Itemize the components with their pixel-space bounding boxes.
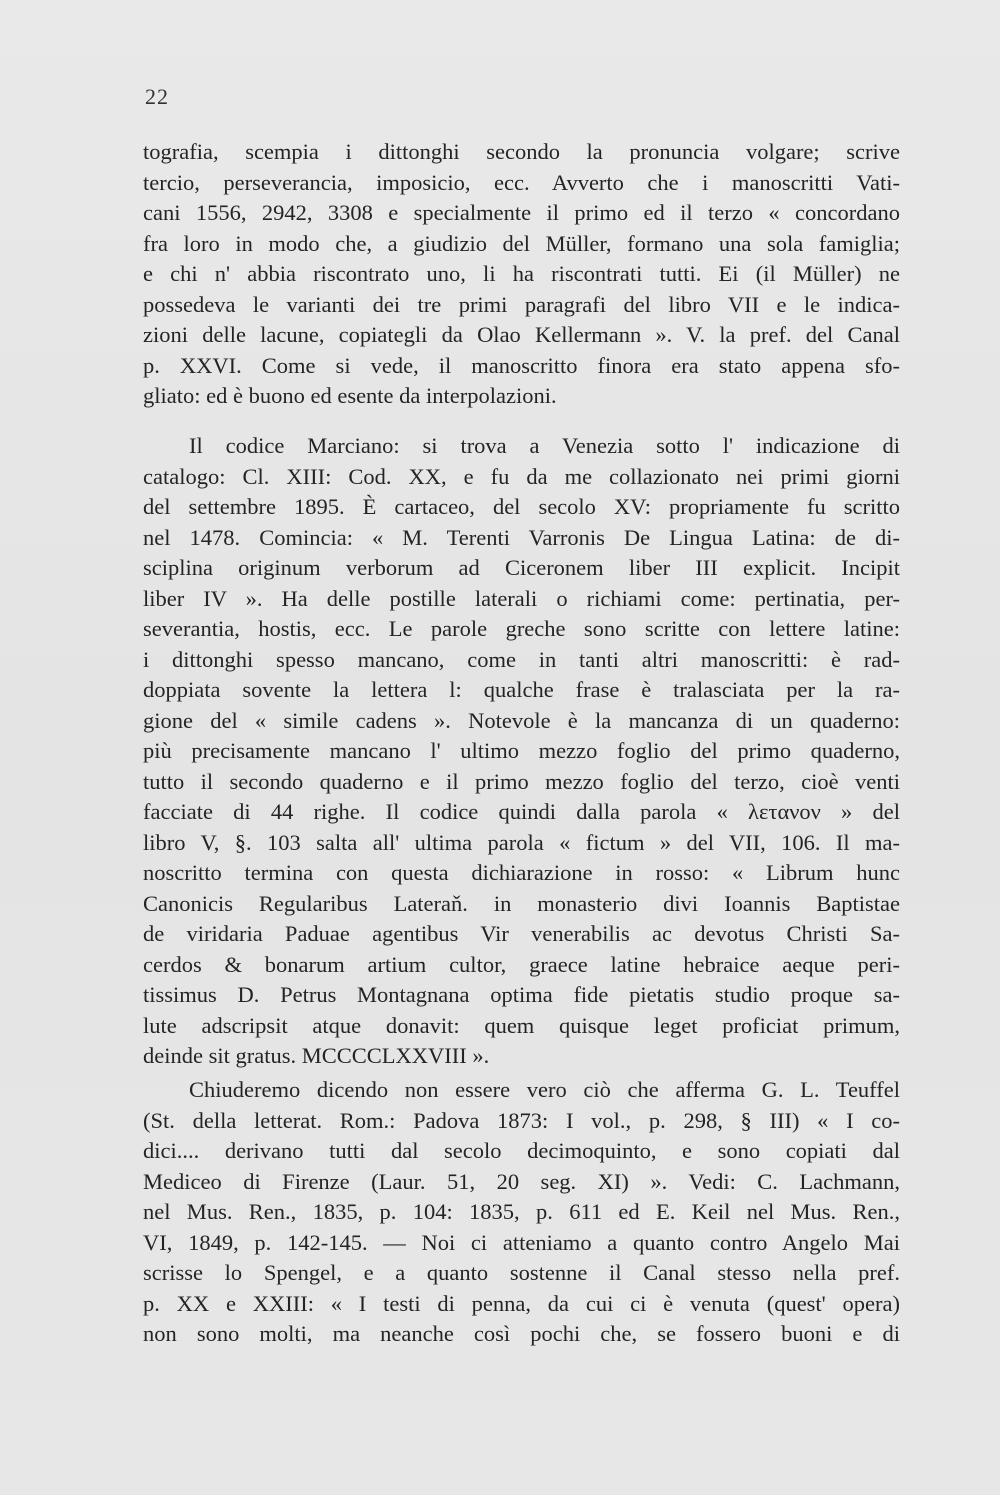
text-line: nel 1478. Comincia: « M. Terenti Varronis De Lingua Latina: de di- [143,524,900,550]
text-line: Mediceo di Firenze (Laur. 51, 20 seg. XI) ». Vedi: C. Lachmann, [143,1168,900,1194]
text-line: zioni delle lacune, copiategli da Olao Kellermann ». V. la pref. del Canal [143,322,900,347]
text-line: liber IV ». Ha delle postille laterali o richiami come: pertinatia, per- [143,585,900,611]
text-line: scrisse lo Spengel, e a quanto sostenne il Canal stesso nella pref. [143,1260,900,1285]
text-line: più precisamente mancano l' ultimo mezzo foglio del primo quaderno, [143,738,900,763]
paragraph-2 [143,431,900,1072]
text-line: sciplina originum verborum ad Ciceronem liber III explicit. Incipit [143,555,900,580]
text-line: lute adscripsit atque donavit: quem quisque leget proficiat primum, [143,1012,900,1038]
page-number: 22 [145,84,169,109]
text-line: cerdos & bonarum artium cultor, graece latine hebraice aeque peri- [143,951,900,977]
text-line: noscritto termina con questa dichiarazione in rosso: « Librum hunc [143,860,900,885]
text-line: tutto il secondo quaderno e il primo mezzo foglio del terzo, cioè venti [143,768,900,794]
text-line: gione del « simile cadens ». Notevole è la mancanza di un quaderno: [143,707,900,733]
text-line: p. XX e XXIII: « I testi di penna, da cui ci è venuta (quest' opera) [143,1290,900,1316]
text-line: possedeva le varianti dei tre primi paragrafi del libro VII e le indica- [143,291,900,317]
paragraph-3 [143,1075,900,1350]
text-line: severantia, hostis, ecc. Le parole greche sono scritte con lettere latine: [143,616,900,641]
text-line: (St. della letterat. Rom.: Padova 1873: I vol., p. 298, § III) « I co- [143,1107,900,1133]
text-line: facciate di 44 righe. Il codice quindi dalla parola « λετανον » del [143,799,900,824]
paragraph-1 [143,137,900,412]
text-line: Il codice Marciano: si trova a Venezia sotto l' indicazione di [189,433,900,458]
text-line: catalogo: Cl. XIII: Cod. XX, e fu da me collazionato nei primi giorni [143,463,900,489]
text-line: non sono molti, ma neanche così pochi che, se fossero buoni e di [143,1321,900,1346]
text-line: fra loro in modo che, a giudizio del Müller, formano una sola famiglia; [143,230,900,256]
text-line: tografia, scempia i dittonghi secondo la pronuncia volgare; scrive [143,139,900,164]
text-line: del settembre 1895. È cartaceo, del secolo XV: propriamente fu scritto [143,494,900,519]
text-line: VI, 1849, p. 142-145. — Noi ci atteniamo a quanto contro Angelo Mai [143,1229,900,1255]
text-line: p. XXVI. Come si vede, il manoscritto finora era stato appena sfo- [143,352,900,378]
text-line: libro V, §. 103 salta all' ultima parola « fictum » del VII, 106. Il ma- [143,829,900,855]
text-line: tissimus D. Petrus Montagnana optima fide pietatis studio proque sa- [143,982,900,1007]
text-line: Chiuderemo dicendo non essere vero ciò che afferma G. L. Teuffel [189,1077,900,1102]
text-line: e chi n' abbia riscontrato uno, li ha riscontrati tutti. Ei (il Müller) ne [143,261,900,286]
text-line: deinde sit gratus. MCCCCLXXVIII ». [143,1043,490,1068]
text-line: Canonicis Regularibus Lateraň. in monasterio divi Ioannis Baptistae [143,890,900,916]
text-line: de viridaria Paduae agentibus Vir venerabilis ac devotus Christi Sa- [143,921,900,946]
text-line: i dittonghi spesso mancano, come in tanti altri manoscritti: è rad- [143,646,900,672]
text-line: cani 1556, 2942, 3308 e specialmente il primo ed il terzo « concordano [143,200,900,225]
text-line: gliato: ed è buono ed esente da interpolazioni. [143,383,557,408]
text-line: tercio, perseverancia, imposicio, ecc. Avverto che i manoscritti Vati- [143,169,900,195]
text-line: nel Mus. Ren., 1835, p. 104: 1835, p. 611 ed E. Keil nel Mus. Ren., [143,1199,900,1224]
text-line: doppiata sovente la lettera l: qualche frase è tralasciata per la ra- [143,677,900,702]
text-line: dici.... derivano tutti dal secolo decimoquinto, e sono copiati dal [143,1138,900,1163]
